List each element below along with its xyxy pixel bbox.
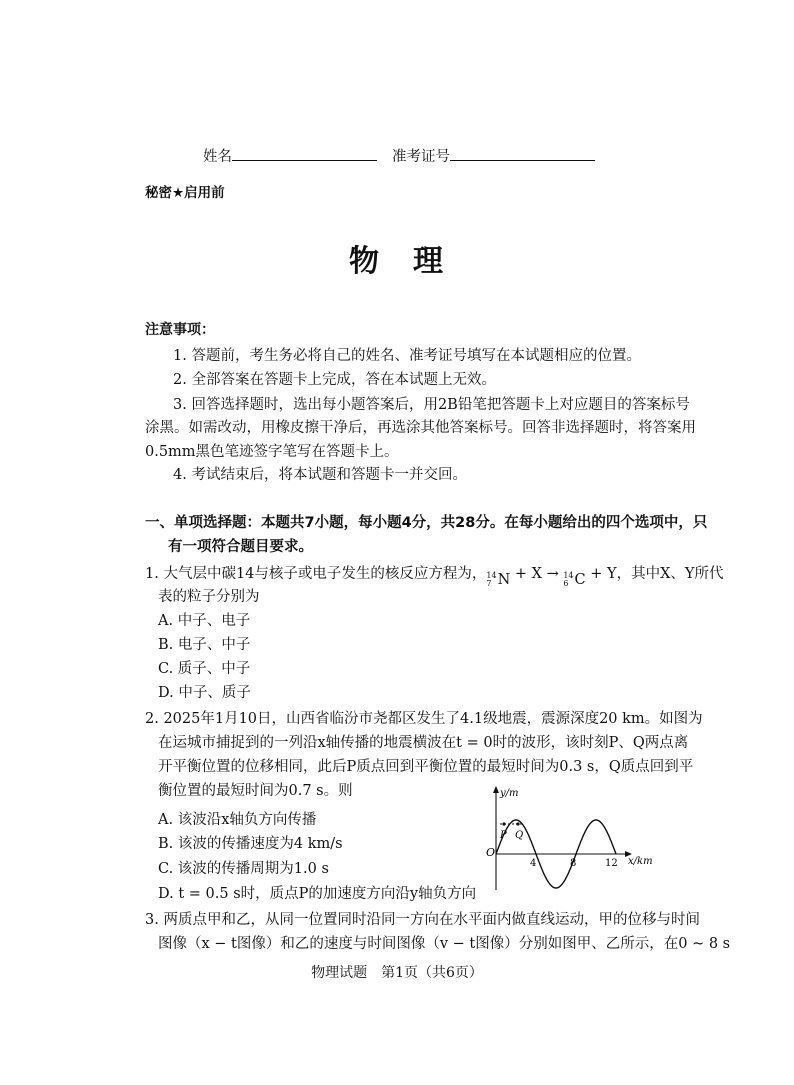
nitrogen-nuclide bbox=[486, 568, 510, 592]
secret-label: 秘密★启用前 bbox=[145, 185, 225, 201]
q1-stem-after: + Y，其中X、Y所代 bbox=[585, 566, 724, 582]
page-footer: 物理试题 第1页（共6页） bbox=[311, 965, 483, 981]
x-axis-label: x/km bbox=[628, 856, 653, 867]
carbon-nuclide bbox=[563, 568, 585, 592]
q2-stem-line4: 衡位置的最短时间为0.7 s。则 bbox=[158, 783, 353, 799]
q1-plus-x: + X → bbox=[510, 566, 564, 582]
q1-stem-before: 1. 大气层中碳14与核子或电子发生的核反应方程为， bbox=[145, 566, 487, 582]
n-number: 7 bbox=[486, 579, 492, 588]
q2-option-b[interactable]: B. 该波的传播速度为4 km/s bbox=[158, 836, 343, 852]
p-label: P bbox=[500, 830, 507, 841]
notice-item-2: 2. 全部答案在答题卡上完成，答在本试题上无效。 bbox=[173, 372, 496, 388]
q3-stem-line1: 3. 两质点甲和乙，从同一位置同时沿同一方向在水平面内做直线运动，甲的位移与时间 bbox=[145, 912, 700, 928]
section1-heading: 一、单项选择题：本题共7小题，每小题4分，共28分。在每小题给出的四个选项中，只 bbox=[145, 515, 708, 531]
notice-item-3-cont2: 0.5mm黑色笔迹签字笔写在答题卡上。 bbox=[145, 444, 399, 460]
q2-option-a[interactable]: A. 该波沿x轴负方向传播 bbox=[158, 812, 317, 828]
id-field[interactable] bbox=[392, 144, 595, 169]
n-symbol: N bbox=[497, 572, 511, 588]
tick-8: 8 bbox=[570, 858, 577, 869]
notice-item-3-cont: 涂黑。如需改动，用橡皮擦干净后，再选涂其他答案标号。回答非选择题时，将答案用 bbox=[145, 420, 696, 436]
q2-stem-line1: 2. 2025年1月10日，山西省临汾市尧都区发生了4.1级地震，震源深度20 km。如图为 bbox=[145, 711, 703, 727]
q3-stem-line2: 图像（x − t图像）和乙的速度与时间图像（v − t图像）分别如图甲、乙所示，在0 ~ 8 s bbox=[158, 936, 731, 952]
point-p bbox=[502, 822, 505, 825]
origin-label: O bbox=[486, 846, 496, 859]
id-label: 准考证号 bbox=[392, 149, 450, 165]
section1-heading-cont: 有一项符合题目要求。 bbox=[168, 539, 313, 555]
wave-figure bbox=[478, 782, 658, 902]
id-underline[interactable] bbox=[450, 144, 595, 161]
q1-option-d[interactable]: D. 中子、质子 bbox=[158, 685, 251, 701]
name-label: 姓名 bbox=[203, 149, 232, 165]
q2-stem-line2: 在运城市捕捉到的一列沿x轴传播的地震横波在t = 0时的波形，该时刻P、Q两点离 bbox=[158, 735, 689, 751]
page-title: 物 理 bbox=[349, 244, 445, 279]
q2-option-c[interactable]: C. 该波的传播周期为1.0 s bbox=[158, 861, 329, 877]
y-axis-arrow bbox=[493, 786, 499, 793]
notice-heading: 注意事项： bbox=[145, 322, 215, 338]
q1-option-b[interactable]: B. 电子、中子 bbox=[158, 637, 251, 653]
q2-stem-line3: 开平衡位置的位移相同，此后P质点回到平衡位置的最短时间为0.3 s，Q质点回到平 bbox=[158, 759, 694, 775]
tick-12: 12 bbox=[605, 858, 618, 869]
c-mass: 14 bbox=[563, 571, 574, 580]
q1-option-a[interactable]: A. 中子、电子 bbox=[158, 613, 251, 629]
tick-4: 4 bbox=[530, 858, 537, 869]
notice-item-3: 3. 回答选择题时，选出每小题答案后，用2B铅笔把答题卡上对应题目的答案标号 bbox=[173, 397, 690, 413]
c-number: 6 bbox=[563, 579, 569, 588]
n-mass: 14 bbox=[486, 571, 497, 580]
notice-item-1: 1. 答题前，考生务必将自己的姓名、准考证号填写在本试题相应的位置。 bbox=[173, 348, 641, 364]
point-q bbox=[516, 822, 519, 825]
q2-option-d[interactable]: D. t = 0.5 s时，质点P的加速度方向沿y轴负方向 bbox=[158, 886, 477, 902]
q1-stem-line2: 表的粒子分别为 bbox=[158, 589, 260, 605]
q-label: Q bbox=[515, 830, 524, 841]
y-axis-label: y/m bbox=[500, 788, 519, 799]
q1-option-c[interactable]: C. 质子、中子 bbox=[158, 661, 251, 677]
c-symbol: C bbox=[574, 572, 586, 588]
name-underline[interactable] bbox=[232, 144, 377, 161]
name-field[interactable] bbox=[203, 144, 377, 169]
notice-item-4: 4. 考试结束后，将本试题和答题卡一并交回。 bbox=[173, 467, 467, 483]
